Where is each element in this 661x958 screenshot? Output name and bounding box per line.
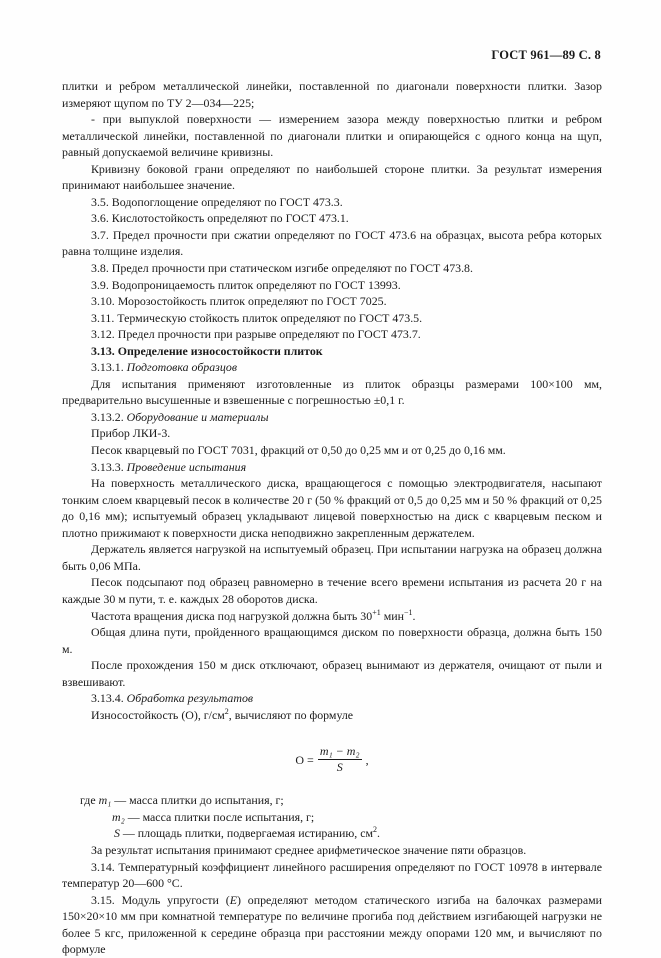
subsection-number: 3.13.1. — [91, 360, 127, 375]
clause-3-7: 3.7. Предел прочности при сжатии определяют по ГОСТ 473.6 на образцах, высота ребра которых равна толщине изделия. — [62, 227, 602, 259]
subsection-3-13-2 — [62, 409, 602, 426]
text: мин — [380, 608, 404, 623]
paragraph: Для испытания применяют изготовленные из плиток образцы размерами 100×100 мм, предварительно высушенные и взвешенные с погрешностью ±0,1 г. — [62, 376, 602, 408]
variable: m₂ — [112, 809, 125, 824]
paragraph: За результат испытания принимают среднее арифметическое значение пяти образцов. — [91, 842, 527, 857]
text: — масса плитки после испытания, г; — [124, 809, 315, 824]
section-heading-3-13: 3.13. Определение износостойкости плиток — [91, 343, 323, 358]
legend-row — [62, 792, 602, 809]
formula-fraction — [318, 745, 362, 774]
text: , вычисляют по формуле — [228, 707, 354, 722]
paragraph: Кривизну боковой грани определяют по наибольшей стороне плитки. За результат измерения принимают наибольшее значение. — [62, 161, 602, 193]
formula-legend — [62, 792, 602, 842]
paragraph: Держатель является нагрузкой на испытуемый образец. При испытании нагрузка на образец должна быть 0,06 МПа. — [62, 542, 602, 573]
text: Частота вращения диска под нагрузкой должна быть 30 — [91, 608, 373, 623]
wear-formula — [62, 745, 602, 774]
paragraph: Песок кварцевый по ГОСТ 7031, фракций от 0,50 до 0,25 мм и от 0,25 до 0,16 мм. — [91, 443, 506, 458]
subsection-number: 3.13.3. — [91, 459, 127, 474]
clause-3-15 — [62, 892, 602, 958]
paragraph: плитки и ребром металлической линейки, поставленной по диагонали поверхности плитки. Зазор измеряют щупом по ТУ 2—034—225; — [62, 79, 602, 110]
formula-comma: , — [365, 752, 369, 767]
clause-3-9: 3.9. Водопроницаемость плиток определяют по ГОСТ 13993. — [91, 277, 401, 292]
variable: m₁ — [98, 793, 112, 808]
clause-3-5: 3.5. Водопоглощение определяют по ГОСТ 473.3. — [91, 194, 343, 209]
subsection-3-13-3 — [62, 459, 602, 476]
superscript: 2 — [373, 825, 378, 835]
legend-row — [62, 825, 602, 842]
clause-3-8: 3.8. Предел прочности при статическом изгибе определяют по ГОСТ 473.8. — [91, 261, 473, 276]
variable: E — [229, 892, 237, 907]
clause-3-10: 3.10. Морозостойкость плиток определяют по ГОСТ 7025. — [91, 294, 387, 309]
paragraph: Прибор ЛКИ-3. — [91, 426, 171, 441]
subsection-number: 3.13.2. — [91, 409, 127, 424]
subsection-3-13-4 — [62, 690, 602, 707]
subsection-title: Проведение испытания — [126, 459, 247, 474]
paragraph — [62, 608, 602, 625]
formula-numerator: m₁ − m₂ — [319, 744, 360, 759]
subsection-number: 3.13.4. — [91, 691, 127, 706]
text: . — [377, 826, 380, 841]
formula-lhs: О = — [295, 752, 314, 767]
subsection-title: Обработка результатов — [126, 691, 254, 706]
paragraph: - при выпуклой поверхности — измерением зазора между поверхностью плитки и ребром металлической линейки, поставленной по диагонали плитки и опирающейся с одного конца на щуп, равный допускаемой величине кривизны. — [62, 112, 602, 160]
clause-3-6: 3.6. Кислотостойкость определяют по ГОСТ 473.1. — [91, 211, 349, 226]
superscript: −1 — [403, 607, 413, 617]
paragraph: Песок подсыпают под образец равномерно в течение всего времени испытания из расчета 20 г на каждые 30 м пути, т. е. каждых 28 оборотов диска. — [62, 575, 602, 606]
paragraph: После прохождения 150 м диск отключают, образец вынимают из держателя, очищают от пыли и взвешивают. — [62, 658, 602, 689]
text: Износостойкость (О), г/см — [91, 707, 225, 722]
text: . — [412, 608, 416, 623]
superscript: 2 — [224, 706, 229, 716]
paragraph: Общая длина пути, пройденного вращающимся диском по поверхности образца, должна быть 150 м. — [62, 625, 602, 656]
document-body — [62, 78, 602, 958]
text: 3.15. Модуль упругости ( — [91, 892, 230, 907]
variable: S — [114, 826, 120, 841]
paragraph: На поверхность металлического диска, вращающегося с помощью электродвигателя, насыпают тонким слоем кварцевый песок в количестве 20 г (50 % фракций от 0,5 до 0,25 мм и 50 % фракций от 0,25 до 0,16 мм); испытуемый образец укладывают лицевой поверхностью на диск с кварцевым песком и плотно прижимают к поверхности диска неподвижно закрепленным держателем. — [62, 476, 602, 540]
page-header: ГОСТ 961—89 С. 8 — [491, 48, 601, 62]
clause-3-12: 3.12. Предел прочности при разрыве определяют по ГОСТ 473.7. — [91, 327, 421, 342]
clause-3-14: 3.14. Температурный коэффициент линейного расширения определяют по ГОСТ 10978 в интервале температур 20—600 °С. — [62, 859, 602, 891]
subsection-title: Подготовка образцов — [126, 360, 238, 375]
text: ) определяют методом статического изгиба на балочках размерами 150×20×10 мм при комнатной температуре по величине прогиба под действием изгибающей нагрузки не более 5 кгс, приложенной к середине образца при расстоянии между опорами 120 мм, и вычисляют по формуле — [62, 892, 602, 957]
text: — площадь плитки, подвергаемая истиранию, см — [119, 826, 374, 841]
subsection-3-13-1 — [62, 359, 602, 376]
text: — масса плитки до испытания, г; — [111, 793, 284, 808]
subsection-title: Оборудование и материалы — [126, 409, 269, 424]
clause-3-11: 3.11. Термическую стойкость плиток определяют по ГОСТ 473.5. — [91, 310, 423, 325]
text: где — [80, 793, 99, 808]
superscript: +1 — [372, 607, 381, 617]
legend-row — [62, 809, 602, 826]
formula-denominator: S — [336, 760, 343, 775]
paragraph — [62, 707, 602, 724]
